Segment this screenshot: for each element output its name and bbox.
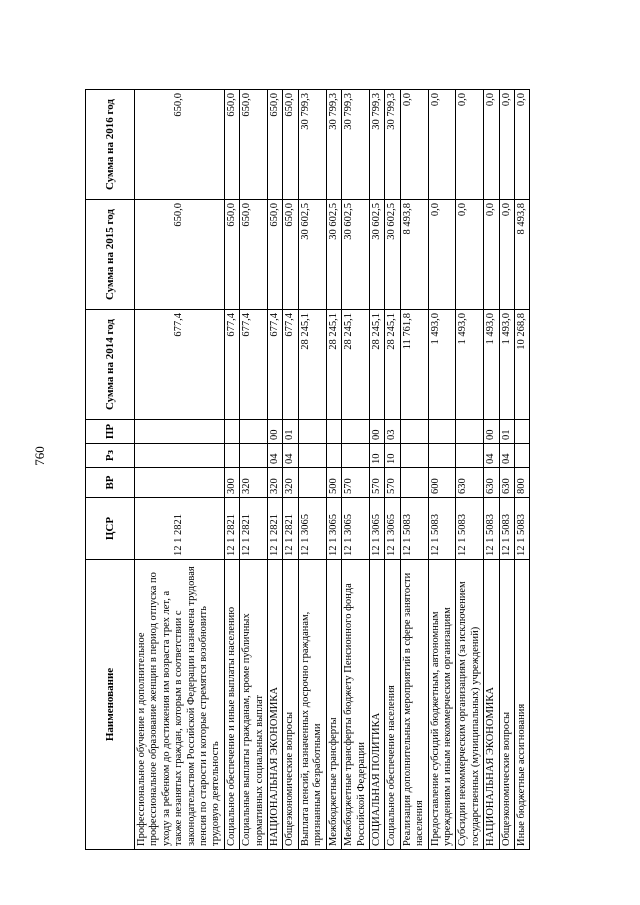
cell-name: Профессиональное обучение и дополнительное профессиональное образование женщин в период отпуска по уходу за ребенком до достижения им возраста трех лет, а также незанятых граждан, которым в соответствии с законодательством Российской Федерации назначена трудовая пенсия по старости и которые стремятся возобновить трудовую деятельность [135, 560, 225, 850]
cell-name: Межбюджетные трансферты [326, 560, 341, 850]
page-number: 760 [32, 446, 47, 466]
table-row [283, 90, 298, 850]
cell-csr: 12 1 5083 [428, 498, 456, 560]
cell-csr: 12 1 3065 [298, 498, 326, 560]
cell-sum-2015: 650,0 [240, 200, 268, 310]
cell-sum-2014: 28 245,1 [369, 310, 384, 420]
header-csr: ЦСР [86, 498, 135, 560]
cell-pr [135, 420, 225, 444]
cell-rz: 04 [484, 444, 499, 468]
rotated-table-wrapper [85, 90, 535, 850]
cell-sum-2014: 1 493,0 [499, 310, 514, 420]
cell-pr [240, 420, 268, 444]
cell-sum-2016: 30 799,3 [369, 90, 384, 200]
cell-pr: 03 [385, 420, 400, 444]
cell-sum-2014: 28 245,1 [326, 310, 341, 420]
cell-csr: 12 1 5083 [499, 498, 514, 560]
cell-pr: 01 [283, 420, 298, 444]
cell-sum-2016: 0,0 [400, 90, 428, 200]
cell-name: Предоставление субсидий бюджетным, автономным учреждениям и иным некоммерческим организациям [428, 560, 456, 850]
cell-name: Общеэкономические вопросы [499, 560, 514, 850]
cell-pr [342, 420, 370, 444]
cell-csr: 12 1 2821 [268, 498, 283, 560]
cell-rz: 04 [268, 444, 283, 468]
cell-sum-2014: 677,4 [135, 310, 225, 420]
header-sum-2015: Сумма на 2015 год [86, 200, 135, 310]
cell-sum-2016: 30 799,3 [342, 90, 370, 200]
cell-sum-2014: 677,4 [283, 310, 298, 420]
cell-sum-2014: 28 245,1 [385, 310, 400, 420]
cell-rz [342, 444, 370, 468]
table-row [135, 90, 225, 850]
header-pr: ПР [86, 420, 135, 444]
cell-pr: 00 [268, 420, 283, 444]
cell-sum-2015: 650,0 [268, 200, 283, 310]
cell-csr: 12 1 2821 [224, 498, 239, 560]
cell-rz [400, 444, 428, 468]
cell-csr: 12 1 3065 [326, 498, 341, 560]
cell-sum-2014: 28 245,1 [298, 310, 326, 420]
table-row [268, 90, 283, 850]
cell-name: Социальное обеспечение населения [385, 560, 400, 850]
cell-sum-2014: 11 761,8 [400, 310, 428, 420]
cell-sum-2015: 8 493,8 [514, 200, 529, 310]
table-header-row [86, 90, 135, 850]
cell-sum-2014: 1 493,0 [456, 310, 484, 420]
table-row [342, 90, 370, 850]
cell-sum-2016: 30 799,3 [298, 90, 326, 200]
table-body [135, 90, 530, 850]
cell-vr: 570 [342, 468, 370, 498]
cell-csr: 12 1 3065 [369, 498, 384, 560]
cell-pr: 00 [369, 420, 384, 444]
cell-vr: 320 [283, 468, 298, 498]
cell-sum-2015: 650,0 [283, 200, 298, 310]
header-sum-2014: Сумма на 2014 год [86, 310, 135, 420]
cell-rz [298, 444, 326, 468]
header-sum-2016: Сумма на 2016 год [86, 90, 135, 200]
cell-csr: 12 1 2821 [135, 498, 225, 560]
cell-sum-2015: 0,0 [499, 200, 514, 310]
cell-sum-2015: 8 493,8 [400, 200, 428, 310]
cell-pr [224, 420, 239, 444]
header-rz: Рз [86, 444, 135, 468]
cell-vr [135, 468, 225, 498]
cell-rz [456, 444, 484, 468]
cell-rz [135, 444, 225, 468]
cell-sum-2016: 650,0 [135, 90, 225, 200]
cell-pr [326, 420, 341, 444]
cell-name: НАЦИОНАЛЬНАЯ ЭКОНОМИКА [268, 560, 283, 850]
cell-sum-2016: 0,0 [499, 90, 514, 200]
cell-name: Иные бюджетные ассигнования [514, 560, 529, 850]
cell-rz [240, 444, 268, 468]
cell-sum-2016: 0,0 [514, 90, 529, 200]
table-row [456, 90, 484, 850]
table-row [224, 90, 239, 850]
header-vr: ВР [86, 468, 135, 498]
cell-csr: 12 1 3065 [342, 498, 370, 560]
cell-csr: 12 1 5083 [514, 498, 529, 560]
cell-vr: 570 [369, 468, 384, 498]
cell-sum-2015: 0,0 [484, 200, 499, 310]
cell-sum-2014: 1 493,0 [484, 310, 499, 420]
cell-rz: 10 [369, 444, 384, 468]
cell-name: Социальные выплаты гражданам, кроме публичных нормативных социальных выплат [240, 560, 268, 850]
cell-sum-2016: 650,0 [224, 90, 239, 200]
table-row [484, 90, 499, 850]
cell-vr [298, 468, 326, 498]
cell-vr: 500 [326, 468, 341, 498]
cell-sum-2015: 0,0 [456, 200, 484, 310]
cell-vr: 630 [456, 468, 484, 498]
cell-csr: 12 1 3065 [385, 498, 400, 560]
table-row [499, 90, 514, 850]
cell-sum-2015: 650,0 [224, 200, 239, 310]
cell-csr: 12 1 2821 [240, 498, 268, 560]
cell-pr [514, 420, 529, 444]
table-row [428, 90, 456, 850]
header-name: Наименование [86, 560, 135, 850]
cell-sum-2016: 30 799,3 [385, 90, 400, 200]
cell-pr: 00 [484, 420, 499, 444]
cell-sum-2014: 677,4 [240, 310, 268, 420]
table-row [385, 90, 400, 850]
table-row [369, 90, 384, 850]
cell-vr: 600 [428, 468, 456, 498]
cell-csr: 12 1 5083 [400, 498, 428, 560]
cell-vr: 320 [240, 468, 268, 498]
cell-vr: 630 [499, 468, 514, 498]
cell-pr [456, 420, 484, 444]
cell-pr: 01 [499, 420, 514, 444]
cell-rz [428, 444, 456, 468]
cell-vr: 320 [268, 468, 283, 498]
cell-name: Социальное обеспечение и иные выплаты населению [224, 560, 239, 850]
table-row [298, 90, 326, 850]
cell-vr: 300 [224, 468, 239, 498]
cell-sum-2015: 30 602,5 [326, 200, 341, 310]
cell-sum-2014: 1 493,0 [428, 310, 456, 420]
cell-sum-2016: 30 799,3 [326, 90, 341, 200]
cell-rz: 04 [499, 444, 514, 468]
cell-csr: 12 1 2821 [283, 498, 298, 560]
cell-name: Общеэкономические вопросы [283, 560, 298, 850]
cell-name: НАЦИОНАЛЬНАЯ ЭКОНОМИКА [484, 560, 499, 850]
table-row [400, 90, 428, 850]
cell-name: Субсидии некоммерческим организациям (за исключением государственных (муниципальных) учреждений) [456, 560, 484, 850]
cell-vr [400, 468, 428, 498]
cell-sum-2015: 30 602,5 [298, 200, 326, 310]
cell-sum-2015: 650,0 [135, 200, 225, 310]
cell-rz [224, 444, 239, 468]
cell-sum-2014: 10 268,8 [514, 310, 529, 420]
cell-sum-2016: 0,0 [456, 90, 484, 200]
cell-sum-2016: 650,0 [268, 90, 283, 200]
cell-sum-2016: 0,0 [428, 90, 456, 200]
cell-vr: 800 [514, 468, 529, 498]
cell-rz: 10 [385, 444, 400, 468]
cell-sum-2015: 30 602,5 [342, 200, 370, 310]
cell-vr: 570 [385, 468, 400, 498]
cell-sum-2015: 30 602,5 [385, 200, 400, 310]
cell-rz: 04 [283, 444, 298, 468]
cell-sum-2016: 650,0 [283, 90, 298, 200]
cell-sum-2015: 30 602,5 [369, 200, 384, 310]
table-row [240, 90, 268, 850]
cell-sum-2014: 28 245,1 [342, 310, 370, 420]
cell-csr: 12 1 5083 [456, 498, 484, 560]
cell-sum-2014: 677,4 [224, 310, 239, 420]
cell-pr [400, 420, 428, 444]
cell-sum-2016: 0,0 [484, 90, 499, 200]
table-row [514, 90, 529, 850]
cell-pr [298, 420, 326, 444]
cell-name: СОЦИАЛЬНАЯ ПОЛИТИКА [369, 560, 384, 850]
cell-name: Межбюджетные трансферты бюджету Пенсионного фонда Российской Федерации [342, 560, 370, 850]
cell-sum-2016: 650,0 [240, 90, 268, 200]
cell-vr: 630 [484, 468, 499, 498]
cell-name: Выплата пенсий, назначенных досрочно гражданам, признанным безработными [298, 560, 326, 850]
cell-pr [428, 420, 456, 444]
budget-table [85, 89, 530, 850]
cell-rz [514, 444, 529, 468]
cell-name: Реализация дополнительных мероприятий в сфере занятости населения [400, 560, 428, 850]
cell-csr: 12 1 5083 [484, 498, 499, 560]
cell-sum-2015: 0,0 [428, 200, 456, 310]
cell-sum-2014: 677,4 [268, 310, 283, 420]
table-row [326, 90, 341, 850]
cell-rz [326, 444, 341, 468]
